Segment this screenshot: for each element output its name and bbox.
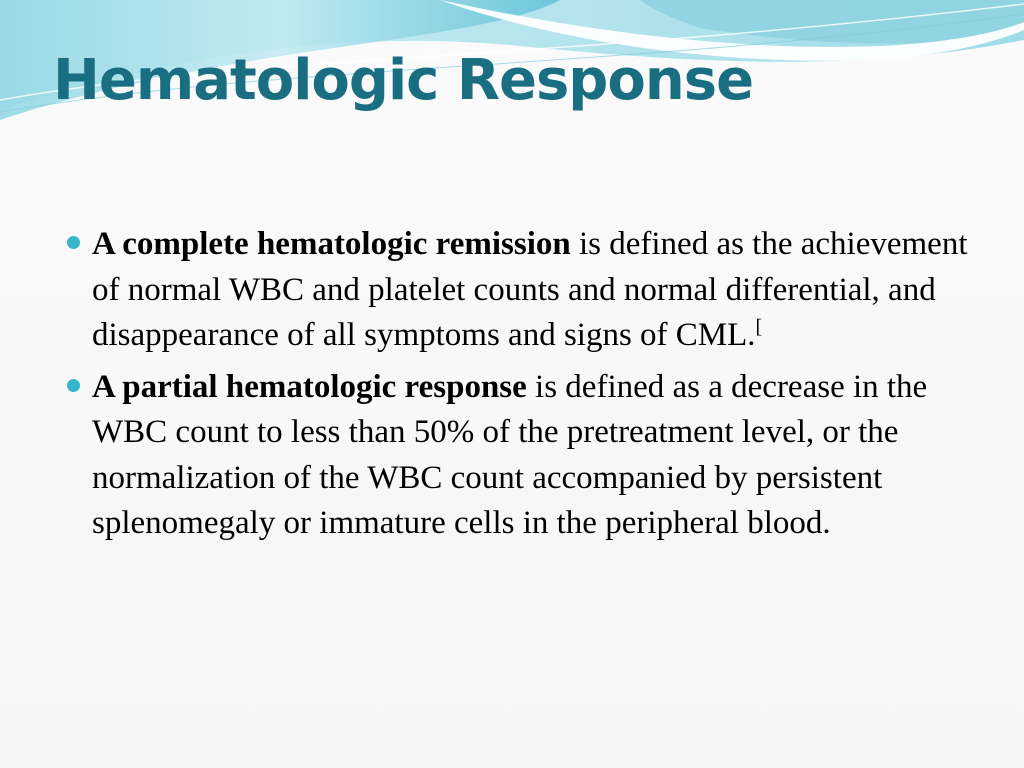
reference-marker: [ — [755, 316, 763, 338]
bullet-dot-icon — [67, 379, 80, 392]
list-item — [64, 365, 984, 547]
bullet-text: is defined as a decrease in the WBC count to less than 50% of the pretreatment level, or the normalization of the WBC count accompanied by persistent splenomegaly or immature cells in the peripheral blood. — [92, 368, 928, 541]
bullet-list — [64, 222, 984, 553]
bullet-bold-term: A partial hematologic response — [92, 368, 527, 405]
page-title: Hematologic Response — [53, 48, 754, 113]
bullet-dot-icon — [67, 236, 80, 249]
bullet-bold-term: A complete hematologic remission — [92, 226, 571, 262]
list-item — [64, 222, 984, 359]
bullet-text: is defined as the achievement of normal WBC and platelet counts and normal differential, and disappearance of all symptoms and signs of CML. — [92, 226, 968, 353]
